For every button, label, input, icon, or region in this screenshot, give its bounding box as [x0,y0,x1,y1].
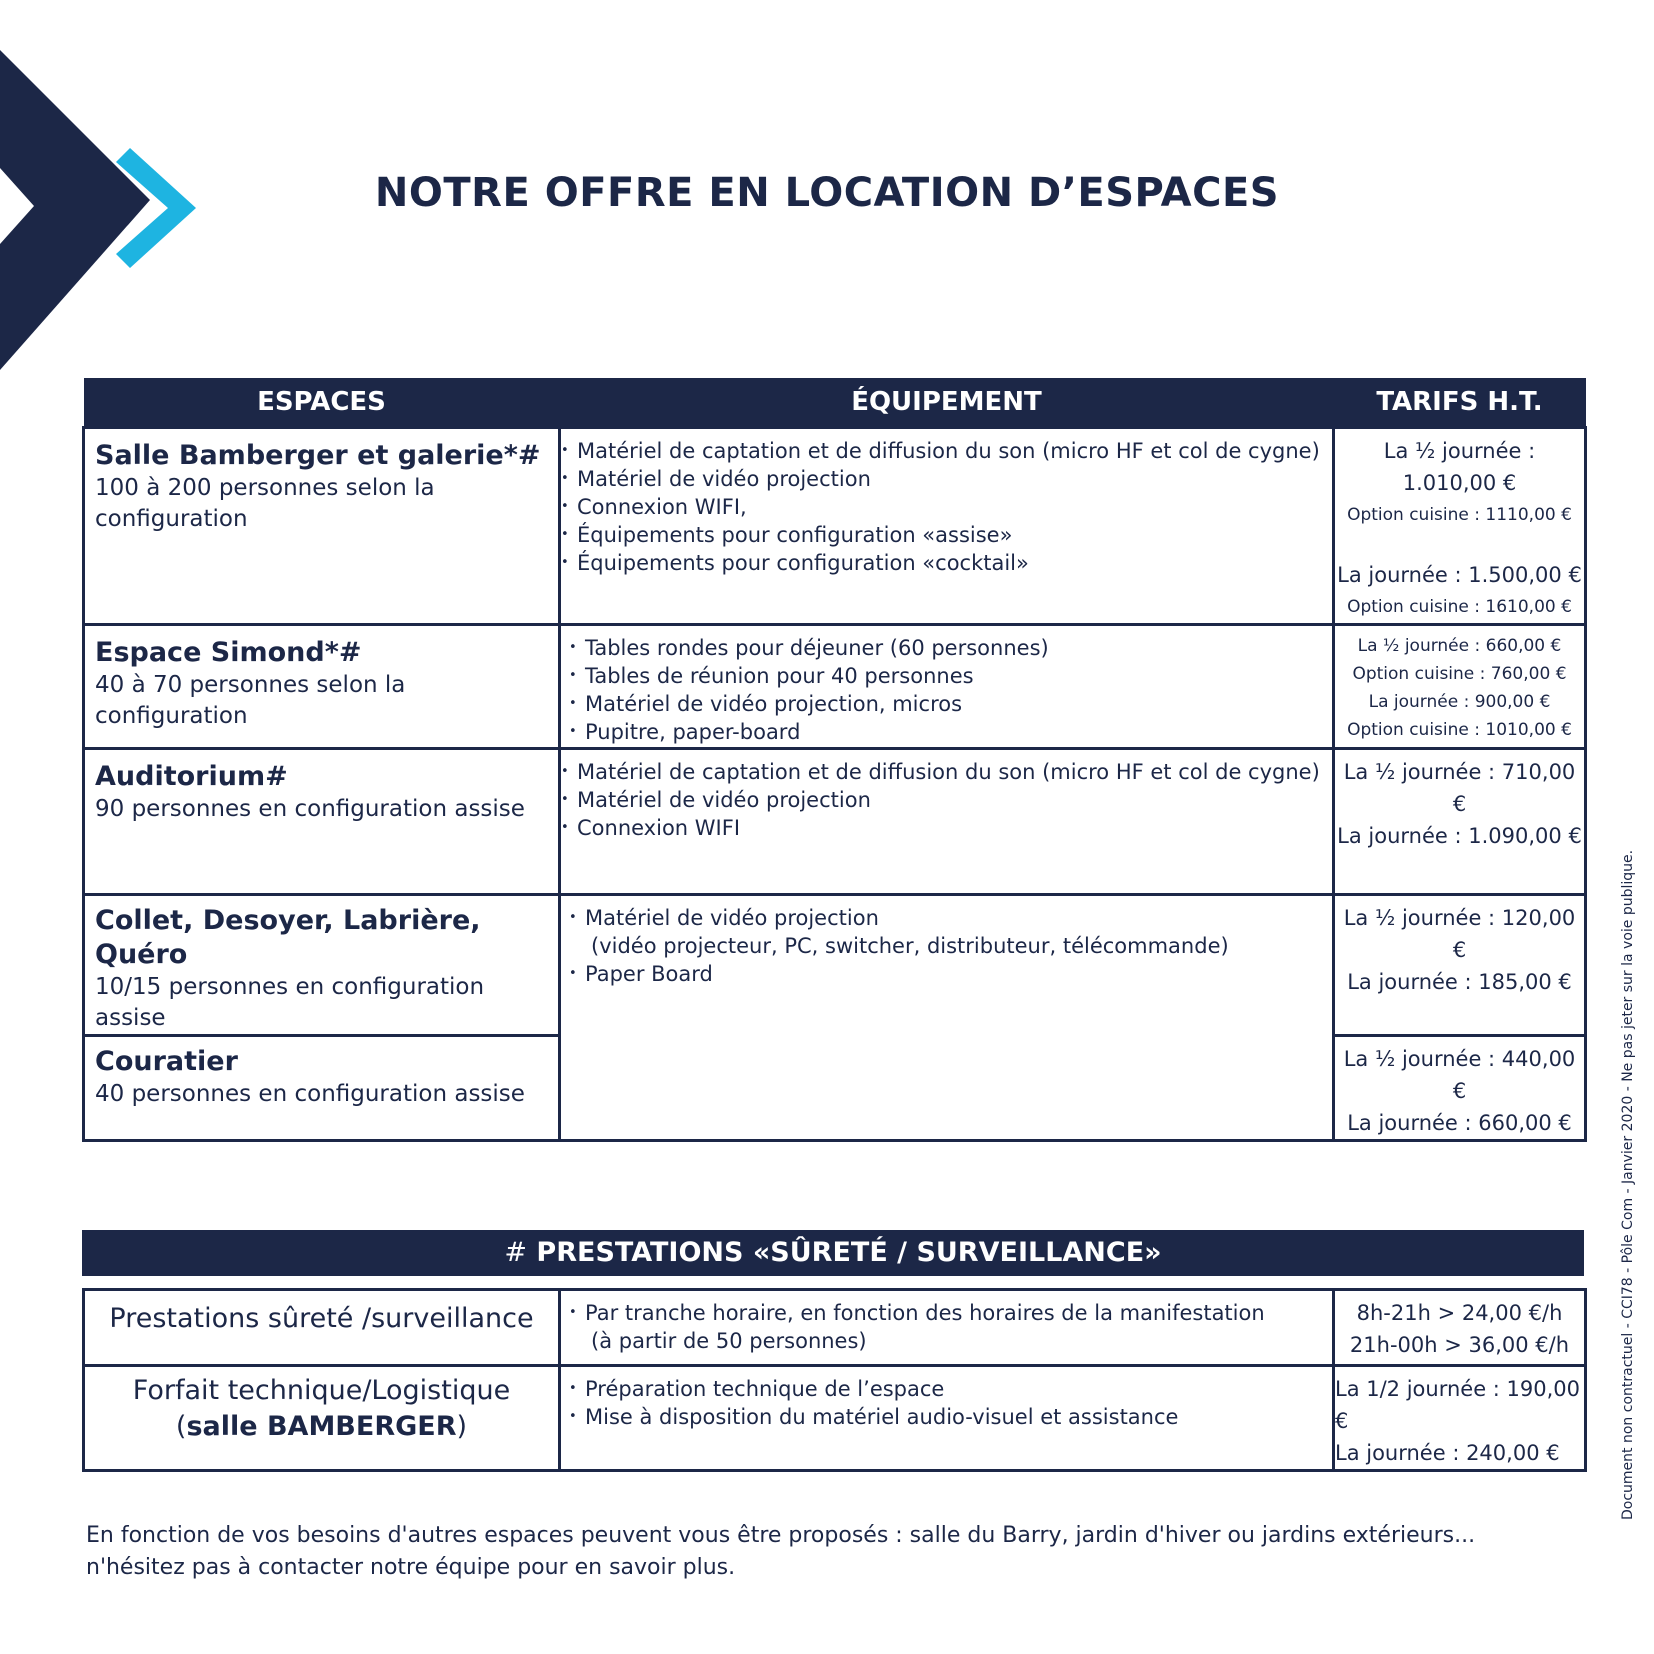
price-line: La ½ journée : 440,00 € [1343,1047,1576,1103]
section-hash: # [504,1237,528,1268]
price-line: 21h-00h > 36,00 €/h [1349,1333,1570,1357]
header-espaces: ESPACES [84,378,560,428]
footer-note: En fonction de vos besoins d'autres espaces peuvent vous être proposés : salle du Barry, jardin d'hiver ou jardins extérieurs... n'hésitez pas à contacter notre équipe pour en savoir plus. [86,1523,1476,1580]
service-cell [84,1366,560,1471]
price-cell [1334,1366,1586,1471]
price-line: La journée : 185,00 € [1347,970,1572,994]
space-name: Espace Simond*# [95,637,362,668]
space-capacity: configuration [95,703,248,729]
equipment-cell [560,895,1334,1141]
list-item: (vidéo projecteur, PC, switcher, distributeur, télécommande) [591,934,1229,958]
equipment-cell [560,428,1334,625]
equipment-cell [560,749,1334,895]
space-capacity: configuration [95,506,248,532]
spaces-table [82,378,1587,1142]
list-item: • Matériel de vidéo projection [569,904,1332,932]
table-row [84,749,1586,895]
price-line: 8h-21h > 24,00 €/h [1356,1301,1563,1325]
space-cell [84,895,560,1036]
space-cell [84,625,560,749]
space-capacity: 40 personnes en configuration assise [95,1081,525,1107]
service-details-cell [560,1366,1334,1471]
price-line: La journée : 1.090,00 € [1337,824,1582,848]
table-row [84,895,1586,1036]
service-name-paren: ( [175,1411,187,1442]
price-line: Option cuisine : 760,00 € [1352,664,1567,684]
price-cell [1334,749,1586,895]
service-cell [84,1290,560,1366]
table-row [84,625,1586,749]
security-section-header [82,1230,1584,1276]
space-capacity: 90 personnes en configuration assise [95,796,525,822]
space-cell [84,1036,560,1141]
list-item: • Matériel de captation et de diffusion du son (micro HF et col de cygne) [561,758,1332,786]
price-line: La journée : 660,00 € [1347,1111,1572,1135]
space-name: Couratier [95,1046,238,1077]
price-cell [1334,1290,1586,1366]
list-item: • Équipements pour configuration «cocktail» [561,549,1332,577]
page-title: NOTRE OFFRE EN LOCATION D’ESPACES [374,170,1280,216]
equipment-cell [560,625,1334,749]
price-line: La journée : 240,00 € [1335,1441,1560,1465]
price-line: La ½ journée : 120,00 € [1343,906,1576,962]
space-cell [84,749,560,895]
table-row [84,428,1586,625]
price-cell [1334,895,1586,1036]
list-item: • Matériel de vidéo projection, micros [569,690,1332,718]
header-tarifs: TARIFS H.T. [1334,378,1586,428]
service-name [85,1367,558,1445]
side-disclaimer: Document non contractuel - CCI78 - Pôle Com - Janvier 2020 - Ne pas jeter sur la voie publique. [1620,849,1636,1520]
space-name: Collet, Desoyer, Labrière, Quéro [95,905,481,970]
price-line: La ½ journée : 660,00 € [1357,636,1562,656]
header-equipement: ÉQUIPEMENT [560,378,1334,428]
list-item: (à partir de 50 personnes) [591,1329,867,1353]
list-item: • Mise à disposition du matériel audio-visuel et assistance [569,1403,1332,1431]
space-capacity: 40 à 70 personnes selon la [95,672,406,698]
list-item: • Matériel de vidéo projection [561,786,1332,814]
price-cell [1334,625,1586,749]
space-name: Salle Bamberger et galerie*# [95,440,541,471]
space-capacity: 100 à 200 personnes selon la [95,475,435,501]
space-name: Auditorium# [95,761,288,792]
list-item: • Connexion WIFI [561,814,1332,842]
list-item: • Préparation technique de l’espace [569,1375,1332,1403]
price-line: La journée : 900,00 € [1368,692,1551,712]
table-row [84,1366,1586,1471]
space-capacity: 10/15 personnes en configuration assise [95,974,485,1031]
list-item: • Tables rondes pour déjeuner (60 personnes) [569,634,1332,662]
price-line: La journée : 1.500,00 € [1337,563,1582,587]
list-item: • Matériel de vidéo projection [561,465,1332,493]
section-title: PRESTATIONS «SÛRETÉ / SURVEILLANCE» [536,1237,1162,1268]
list-item: • Connexion WIFI, [561,493,1332,521]
service-details-cell [560,1290,1334,1366]
list-item: • Pupitre, paper-board [569,718,1332,746]
price-line: Option cuisine : 1010,00 € [1347,720,1572,740]
price-line: La 1/2 journée : 190,00 € [1335,1377,1581,1433]
list-item: • Paper Board [569,960,1332,988]
price-line: Option cuisine : 1610,00 € [1347,597,1572,617]
list-item: • Tables de réunion pour 40 personnes [569,662,1332,690]
list-item: • Équipements pour configuration «assise» [561,521,1332,549]
price-line: Option cuisine : 1110,00 € [1347,505,1572,525]
table-row [84,1290,1586,1366]
list-item: • Matériel de captation et de diffusion du son (micro HF et col de cygne) [561,437,1332,465]
service-name: Prestations sûreté /surveillance [109,1303,534,1334]
service-name-bold: salle BAMBERGER [186,1411,457,1442]
service-name-line: Forfait technique/Logistique [132,1375,511,1406]
security-table [82,1288,1587,1472]
price-cell [1334,428,1586,625]
space-cell [84,428,560,625]
price-cell [1334,1036,1586,1141]
price-line: La ½ journée : 1.010,00 € [1383,439,1536,495]
price-line: La ½ journée : 710,00 € [1343,760,1576,816]
spaces-table-header [84,378,1586,428]
service-name-paren: ) [456,1411,468,1442]
list-item: • Par tranche horaire, en fonction des horaires de la manifestation [569,1299,1332,1327]
